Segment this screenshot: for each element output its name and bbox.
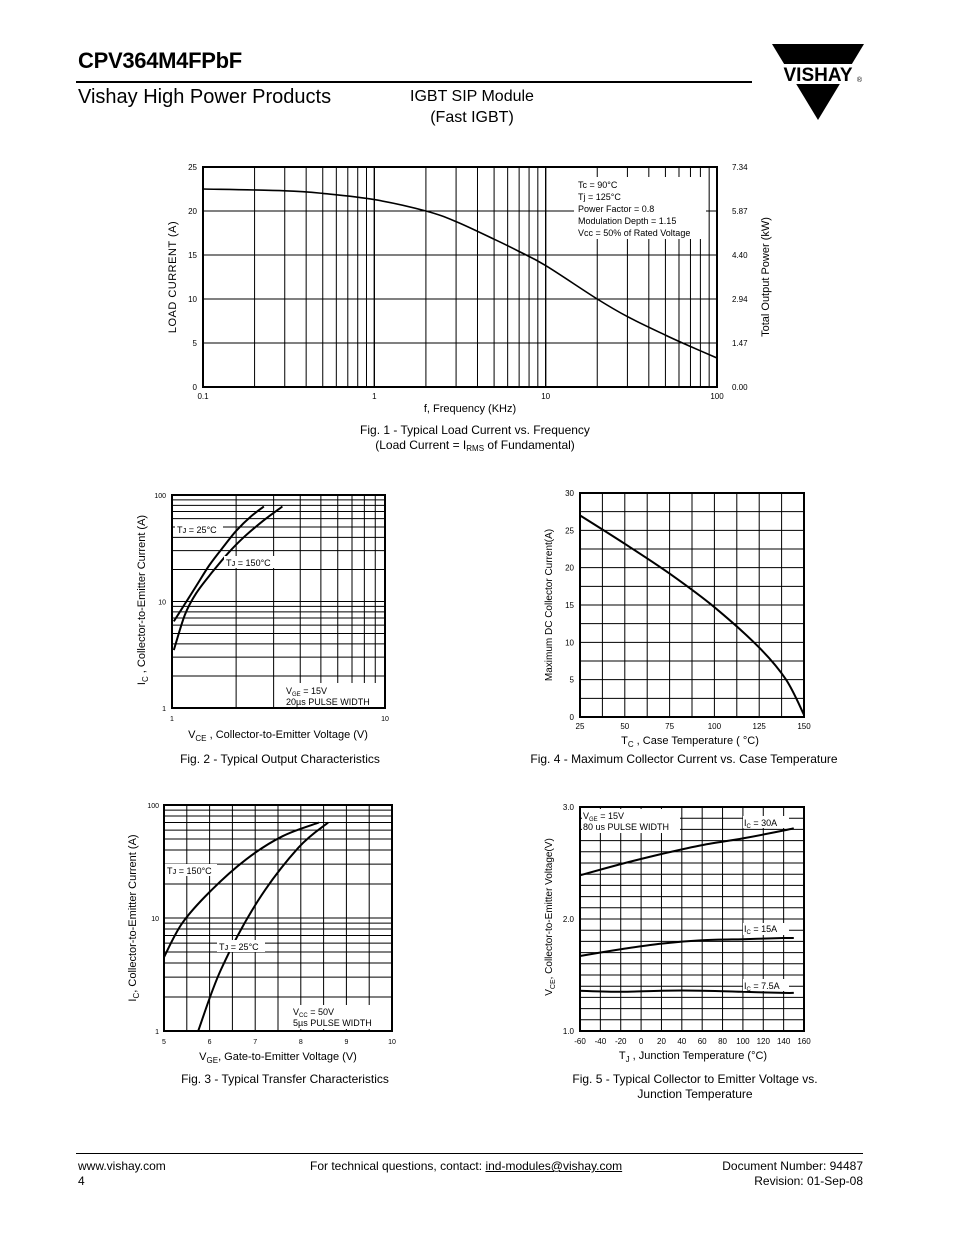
fig4-ytick: 0 <box>569 713 574 722</box>
fig1-annotation-line: Tc = 90°C <box>578 180 618 190</box>
fig1-annotation-line: Modulation Depth = 1.15 <box>578 216 677 226</box>
fig5-label-ic7_5: $I_C = 7.5A$ <box>744 981 780 993</box>
fig1-x-axis-label: f, Frequency (KHz) <box>423 403 517 415</box>
fig4-ytick: 10 <box>565 638 574 648</box>
fig5-caption-line2: Junction Temperature <box>637 1087 753 1101</box>
fig3-xtick: 5 <box>162 1039 166 1046</box>
fig4-xtick: 100 <box>707 722 722 731</box>
fig5-x-axis-label: $T_J$ , Junction Temperature (°C) <box>618 1050 768 1064</box>
fig3-xtick: 6 <box>207 1039 212 1046</box>
fig2-xtick: 1 <box>170 716 174 723</box>
fig1-y2tick: 7.34 <box>732 163 748 172</box>
fig3-annotation-line1: $V_{CC} = 50V$ <box>293 1007 334 1019</box>
fig4-xtick: 50 <box>620 722 630 731</box>
fig3-ytick: 100 <box>147 803 159 810</box>
fig2-ytick: 1 <box>162 706 166 713</box>
fig3-label-tj150: Tᴊ = 150°C <box>167 866 212 876</box>
fig4-ytick: 20 <box>565 563 574 573</box>
fig1-ytick: 5 <box>192 339 197 348</box>
fig1-y2tick: 1.47 <box>732 339 748 348</box>
fig5-xtick: -60 <box>574 1037 586 1046</box>
fig5-caption-line1: Fig. 5 - Typical Collector to Emitter Voltage vs. <box>572 1072 818 1086</box>
fig5-chart <box>530 795 830 1067</box>
fig2-label-tj150: Tᴊ = 150°C <box>226 558 271 568</box>
fig4-xtick: 25 <box>575 722 585 731</box>
fig1-y2tick: 2.94 <box>732 295 748 304</box>
fig4-caption: Fig. 4 - Maximum Collector Current vs. Case Temperature <box>530 752 838 766</box>
fig4-ytick: 25 <box>565 526 574 536</box>
fig5-xtick: 0 <box>638 1037 644 1046</box>
footer-page-number: 4 <box>78 1174 85 1188</box>
fig3-xtick: 7 <box>253 1039 258 1046</box>
fig1-ytick: 10 <box>188 295 197 304</box>
fig1-annotation-line: Vcc = 50% of Rated Voltage <box>578 228 691 238</box>
fig4-y-axis-label: Maximum DC Collector Current(A) <box>544 528 555 682</box>
logo-text: VISHAY <box>783 65 853 86</box>
fig3-xtick: 8 <box>298 1039 303 1046</box>
fig5-xtick: 80 <box>718 1037 727 1046</box>
footer-revision: Revision: 01-Sep-08 <box>754 1174 863 1188</box>
fig4-chart <box>530 485 830 747</box>
fig5-annotation-line1: $V_{GE} = 15V$ <box>583 811 624 823</box>
fig5-grid <box>580 807 804 1031</box>
fig1-annotation-line: Tj = 125°C <box>578 192 621 202</box>
fig3-x-axis-label: $V_{GE}$, Gate-to-Emitter Voltage (V) <box>199 1051 357 1065</box>
fig1-xtick: 100 <box>710 392 724 401</box>
fig5-xtick: 160 <box>797 1037 811 1046</box>
fig4-xtick: 75 <box>665 722 675 731</box>
fig5-xtick: -20 <box>614 1037 627 1046</box>
fig5-annotation-line2: 80 us PULSE WIDTH <box>583 822 670 832</box>
fig1-ytick: 0 <box>192 383 197 392</box>
fig3-xtick: 10 <box>388 1039 396 1046</box>
fig5-xtick: 60 <box>697 1037 707 1046</box>
fig2-label-tj25: Tᴊ = 25°C <box>177 525 217 535</box>
fig5-xtick: 120 <box>756 1037 770 1046</box>
fig5-xtick: 100 <box>736 1037 750 1046</box>
fig3-xtick: 9 <box>344 1039 349 1046</box>
fig1-xtick: 0.1 <box>197 392 209 401</box>
fig5-ytick: 3.0 <box>562 803 574 812</box>
fig3-y-axis-label: $I_C$, Collector-to-Emitter Current (A) <box>127 834 141 1002</box>
fig5-caption <box>530 1072 860 1102</box>
fig3-ytick: 1 <box>155 1029 159 1036</box>
fig5-xtick: 140 <box>776 1037 791 1046</box>
fig2-y-axis-label: $I_C$ , Collector-to-Emitter Current (A) <box>136 514 150 686</box>
fig1-xtick: 10 <box>541 392 551 401</box>
fig2-xtick: 10 <box>381 716 389 723</box>
fig2-x-axis-label: $V_{CE}$ , Collector-to-Emitter Voltage (V) <box>188 729 368 743</box>
fig5-xtick: 40 <box>677 1037 687 1046</box>
fig3-chart <box>120 795 405 1067</box>
fig2-annotation-line1: $V_{GE} = 15V$ <box>286 686 327 698</box>
vishay-logo <box>770 44 866 122</box>
fig5-ytick: 2.0 <box>562 915 574 924</box>
fig4-ytick: 5 <box>569 675 574 685</box>
fig1-y2tick: 4.40 <box>732 251 748 260</box>
fig4-grid <box>580 493 804 717</box>
fig1-y2-axis-label: Total Output Power (kW) <box>760 217 772 337</box>
fig5-ytick: 1.0 <box>562 1027 574 1036</box>
fig5-xtick: 20 <box>657 1037 666 1046</box>
module-title-line2: (Fast IGBT) <box>430 109 514 126</box>
module-title <box>362 86 582 128</box>
fig1-caption <box>300 423 650 456</box>
part-number: CPV364M4FPbF <box>78 48 242 73</box>
footer-contact-text: For technical questions, contact: <box>310 1159 486 1173</box>
footer-website[interactable]: www.vishay.com <box>78 1159 166 1173</box>
fig3-caption: Fig. 3 - Typical Transfer Characteristics <box>181 1072 389 1086</box>
fig2-chart <box>130 485 400 747</box>
footer-contact-email-link[interactable]: ind-modules@vishay.com <box>485 1159 623 1173</box>
fig4-ytick: 15 <box>565 601 574 610</box>
fig1-y2tick: 5.87 <box>732 207 748 216</box>
fig5-label-ic15: $I_C = 15A$ <box>744 924 778 936</box>
fig1-chart <box>150 155 800 417</box>
fig1-ytick: 25 <box>188 163 197 172</box>
fig1-y-axis-label: LOAD CURRENT (A) <box>167 220 179 334</box>
fig1-annotation-line: Power Factor = 0.8 <box>578 204 655 214</box>
fig1-caption-line1: Fig. 1 - Typical Load Current vs. Frequency <box>360 423 590 437</box>
fig5-xtick: -40 <box>594 1037 607 1046</box>
svg-text:®: ® <box>856 77 862 84</box>
fig1-ytick: 15 <box>188 251 197 260</box>
fig2-annotation-line2: 20µs PULSE WIDTH <box>286 697 370 707</box>
fig3-ytick: 10 <box>151 916 159 923</box>
footer-contact <box>310 1159 622 1173</box>
fig4-xtick: 150 <box>797 722 811 731</box>
fig1-ytick: 20 <box>188 207 197 216</box>
fig2-caption: Fig. 2 - Typical Output Characteristics <box>180 752 380 766</box>
fig4-xtick: 125 <box>752 722 766 731</box>
fig2-ytick: 100 <box>154 493 166 500</box>
fig1-xtick: 1 <box>372 392 377 401</box>
fig3-curve-tj25 <box>198 823 328 1032</box>
company-name: Vishay High Power Products <box>78 86 332 108</box>
fig4-ytick: 30 <box>565 489 574 498</box>
fig1-caption-line2: (Load Current = $I_{RMS}$ of Fundamental) <box>375 438 575 453</box>
footer-doc-number: Document Number: 94487 <box>722 1159 863 1173</box>
module-title-line1: IGBT SIP Module <box>410 88 534 105</box>
header-rule <box>76 81 752 83</box>
fig2-ytick: 10 <box>158 599 166 607</box>
fig4-x-axis-label: $T_C$ , Case Temperature ( °C) <box>621 735 759 747</box>
fig3-annotation-line2: 5µs PULSE WIDTH <box>293 1018 372 1028</box>
fig5-y-axis-label: $V_{CE}$, Collector-to-Emitter Voltage(V) <box>544 838 557 996</box>
fig1-y2tick: 0.00 <box>732 383 748 392</box>
footer-rule <box>76 1153 863 1154</box>
fig5-label-ic30: $I_C = 30A$ <box>744 818 778 830</box>
fig3-label-tj25: Tᴊ = 25°C <box>219 942 259 952</box>
fig5-curve-ic15 <box>580 938 794 956</box>
